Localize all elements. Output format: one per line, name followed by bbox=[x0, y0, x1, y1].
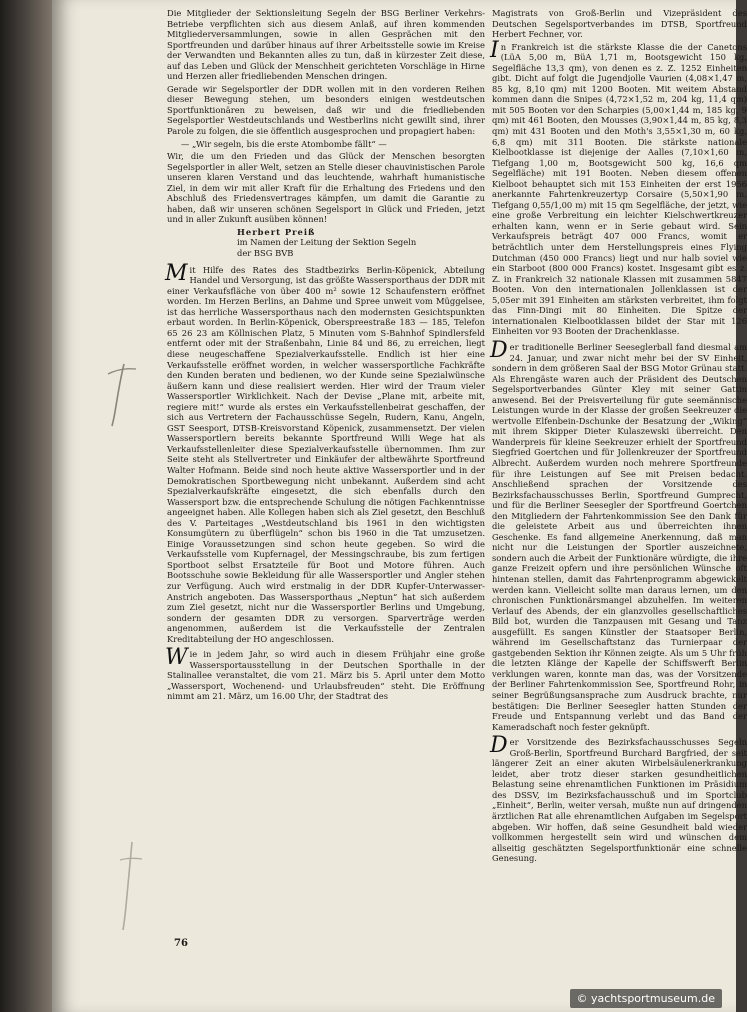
article-vorsitzende-text: er Vorsitzende des Bezirksfachausschusses Segeln Groß-Berlin, Sportfreund Burchard Bargfried, der seit längerer Zeit an einer akuten Wirbelsäulenerkrankung leidet, aber trotz dieser starken gesundheitlichen Belastung seine ehrenamtlichen Funktionen im Präsidium des DSSV, im Bezirksfachausschuß und im Sportclub „Einheit“, Berlin, weiter versah, mußte nun auf dringenden ärztlichen Rat alle ehrenamtlichen Aufgaben im Segelsport abgeben. Wir hoffen, daß seine Gesundheit bald wieder vollkommen hergestellt sein wird und wünschen dem allseitig geschätzten Segelsportfunktionär eine schnelle Genesung. bbox=[492, 737, 747, 864]
intro-paragraph-4: Wir, die um den Frieden und das Glück der Menschen besorgten Segelsportler in aller Welt, setzen an Stelle dieser chauvinistischen Parole unseren klaren Verstand und das leuchtende, wahrhaft humanistische Ziel, in dem wir mit aller Kraft für die Erhaltung des Friedens und den Abschluß des Friedensvertrages kämpfen, um damit die Garantie zu haben, daß wir unseren schönen Segelsport in Glück und Frieden, jetzt und in aller Zukunft ausüben können! bbox=[167, 151, 485, 225]
dropcap-m: M bbox=[165, 260, 188, 286]
article-ausstellung-text: ie in jedem Jahr, so wird auch in diesem Frühjahr eine große Wassersportausstellung in der Deutschen Sporthalle in der Stalinallee veranstaltet, die vom 21. März bis 5. April unter dem Motto „Wassersport, Wochenend- und Urlaubsfreuden“ steht. Die Eröffnung nimmt am 21. März, um 16.00 Uhr, der Stadtrat des bbox=[167, 649, 485, 702]
dropcap-i: I bbox=[490, 37, 499, 63]
article-seeseglerball-text: er traditionelle Berliner Seeseglerball fand diesmal am 24. Januar, und zwar nicht mehr bei der SV Einheit, sondern in dem größeren Saal der BSG Motor Grünau statt. Als Ehrengäste waren auch der Präsident des Deutschen Segelsportverbandes Günter Kley mit seiner Gattin anwesend. Bei der Preisverteilung für gute seemännische Leistungen wurde in der Klasse der großen Seekreuzer die wertvolle Elfenbein-Dschunke der Besatzung der „Wiking“ mit ihrem Skipper Dieter Kulaszewski überreicht. Den Wanderpreis für kleine Seekreuzer erhielt der Sportfreund Siegfried Goertchen und für Jollenkreuzer der Sportfreund Albrecht. Außerdem wurden noch mehrere Sportfreunde für ihre Leistungen auf See mit Preisen bedacht. Anschließend sprachen der Vorsitzende des Bezirksfachausschusses Berlin, Sportfreund Gumprecht, und für die Berliner Seesegler der Sportfreund Goertchen den Mitgliedern der Fahrtenkommission See den Dank für die geleistete Arbeit aus und überreichten ihnen Geschenke. Es fand allgemeine Anerkennung, daß man nicht nur die Leistungen der Sportler auszeichnete, sondern auch die Arbeit der Funktionäre würdigte, die ihre ganze Freizeit opfern und ihre persönlichen Wünsche oft hintenan stellen, damit das Fahrtenprogramm abgewickelt werden kann. Vielleicht sollte man daraus lernen, um den chronischen Funktionärsmangel abzuhelfen. Im weiteren Verlauf des Abends, der ein glanzvolles gesellschaftliches Bild bot, wurden die Tanzpausen mit Gesang und Tanz ausgefüllt. Es sangen Künstler der Staatsoper Berlin, während im Gesellschaftstanz das Turnierpaar der gastgebenden Sektion ihr Können zeigte. Als um 5 Uhr früh die letzten Klänge der Kapelle der Schiffswerft Berlin verklungen waren, konnte man das, was der Vorsitzende der Berliner Fahrtenkommission See, Sportfreund Rohr, in seiner Begrüßungsansprache zum Ausdruck brachte, nur bestätigen: Die Berliner Seesegler hatten Stunden der Freude und Entspannung verlebt und das Band der Kameradschaft noch fester geknüpft. bbox=[492, 341, 747, 732]
article-wassersporthaus bbox=[165, 260, 485, 645]
magistrat-continuation: Magistrats von Groß-Berlin und Vizepräsident des Deutschen Segelsportverbandes im DTSB, Sportfreund Herbert Fechner, vor. bbox=[492, 8, 747, 40]
intro-paragraph-1: Die Mitglieder der Sektionsleitung Segeln der BSG Berliner Verkehrs-Betriebe verpflichten sich aus diesem Anlaß, auf ihren kommenden Mitgliederversammlungen, sowie in allen Gesprächen mit den Sportfreunden und darüber hinaus auf ihrer Arbeitsstelle sowie im Kreise der Verwandten und Bekannten alles zu tun, daß in kürzester Zeit diese, auf das Leben und Glück der Menschheit gerichteten Vorschläge in Hirne und Herzen aller friedliebenden Menschen dringen. bbox=[167, 8, 485, 82]
article-seeseglerball bbox=[490, 337, 747, 732]
article-frankreich-text: n Frankreich ist die stärkste Klasse die der Canetons (LüA 5,00 m, BüA 1,71 m, Bootsgewicht 150 kg, Segelfläche 13,3 qm), von denen es z. Z. 1252 Einheiten gibt. Dicht auf folgt die Jugendjolle Vaurien (4,08×1,47 m, 85 kg, 8,10 qm) mit 1200 Booten. Mit weitem Abstand kommen dann die Snipes (4,72×1,52 m, 204 kg, 11,4 qm) mit 505 Booten vor den Scharpies (5,00×1,44 m, 185 kg, 9 qm) mit 461 Booten, den Mousses (3,90×1,44 m, 85 kg, 8,3 qm) mit 431 Booten und den Moth's 3,55×1,30 m, 60 kg, 6,8 qm) mit 311 Booten. Die stärkste nationale Kielbootklasse ist diejenige der Aalles (7,10×1,60 m, Tiefgang 1,00 m, Bootsgewicht 500 kg, 16,6 qm Segelfläche) mit 191 Booten. Neben diesem offenen Kielboot behauptet sich mit 153 Einheiten der erst 1956 anerkannte Fahrtenkreuzertyp Corsaire (5,50×1,90 m, Tiefgang 0,55/1,00 m) mit 15 qm Segelfläche, der jetzt, wie eine große Verbreitung ein leichter Kielschwertkreuzer erhalten kann, wenn er in Serie gebaut wird. Sein Verkaufspreis beträgt 407 000 Francs, womit er beträchtlich unter dem Herstellungspreis eines Flying Dutchman (450 000 Francs) liegt und nur halb soviel wie ein Starboot (800 000 Francs) kostet. Insgesamt gibt es z. Z. in Frankreich 32 nationale Klassen mit zusammen 5847 Booten. Von den internationalen Jollenklassen ist der 5,05er mit 391 Einheiten am stärksten verbreitet, ihm folgt das Finn-Dingi mit 80 Einheiten. Die Spitze der internationalen Kielbootklassen bildet der Star mit 126 Einheiten vor 93 Booten der Drachenklasse. bbox=[492, 41, 747, 337]
article-ausstellung bbox=[165, 645, 485, 702]
dropcap-w: W bbox=[165, 645, 188, 671]
magazine-page bbox=[52, 0, 747, 1012]
signature-block bbox=[237, 227, 485, 259]
dropcap-d-1: D bbox=[490, 337, 508, 363]
signature-line-2: im Namen der Leitung der Sektion Segeln bbox=[237, 237, 417, 248]
signature-name: Herbert Preiß bbox=[237, 226, 316, 237]
slogan-quote: — „Wir segeln, bis die erste Atombombe fällt“ — bbox=[181, 138, 387, 149]
page-number: 76 bbox=[174, 938, 188, 949]
left-column bbox=[167, 8, 485, 928]
right-column bbox=[492, 8, 747, 963]
dropcap-d-2: D bbox=[490, 733, 508, 759]
signature-line-3: der BSG BVB bbox=[237, 248, 294, 259]
book-spine bbox=[0, 0, 58, 1012]
article-frankreich bbox=[490, 37, 747, 337]
article-wassersporthaus-text: it Hilfe des Rates des Stadtbezirks Berlin-Köpenick, Abteilung Handel und Versorgung, ist das größte Wassersporthaus der DDR mit einer Verkaufsfläche von über 400 m² sowie 12 Schaufenstern eröffnet worden. Im Herzen Berlins, an Dahme und Spree unweit vom Müggelsee, ist das herrliche Wassersporthaus nach den modernsten Gesichtspunkten erbaut worden. In Berlin-Köpenick, Oberspreestraße 183 — 185, Telefon 65 26 23 am Köllnischen Platz, 5 Minuten vom S-Bahnhof Spindlersfeld entfernt oder mit der Straßenbahn, Linie 84 und 86, zu erreichen, liegt diese neugeschaffene Spezialverkaufsstelle. Endlich ist hier eine Verkaufsstelle eröffnet worden, in welcher wassersportliche Fachkräfte den Kunden beraten und bedienen, wo der Kunde seine Spezialwünsche äußern kann und diese realisiert werden. Hier wird der Traum vieler Wassersportler Wirklichkeit. Nach der Devise „Plane mit, arbeite mit, regiere mit!“ wurde als erstes ein Verkaufsstellenbeirat geschaffen, der sich aus Vertretern der Fachausschüsse Segeln, Rudern, Kanu, Angeln, GST Seesport, DTSB-Kreisvorstand Köpenick, zusammensetzt. Der vielen Wassersportlern bereits bekannte Sportfreund Willi Wege hat als Verkaufsstellenleiter diese Spezialverkaufsstelle übernommen. Ihm zur Seite steht als Stellvertreter und Einkäufer der altbewährte Sportfreund Walter Hofmann. Beide sind noch heute aktive Wassersportler und in der Demokratischen Sportbewegung nicht unbekannt. Außerdem sind acht Spezialverkaufskräfte eingesetzt, die sich ebenfalls durch den Wassersport bzw. die entsprechende Schulung die nötigen Fachkenntnisse angeeignet haben. Alle Kollegen haben sich als Ziel gesetzt, den Beschluß des V. Parteitages „Westdeutschland bis 1961 in den wichtigsten Konsumgütern zu überflügeln“ schon bis 1960 in die Tat umzusetzen. Einige Voraussetzungen sind schon heute gegeben. So wird die Verkaufsstelle vom Kupfernagel, der Messingschraube, bis zum fertigen Sportboot selbst Ersatzteile für Boot und Motore führen. Auch Bootsschuhe sowie Bekleidung für alle Wassersportler und Angler stehen zur Verfügung. Auch wird erstmalig in der DDR Kupfer-Unterwasser-Anstrich angeboten. Das Wassersporthaus „Neptun“ hat sich außerdem zum Ziel gesetzt, nicht nur die Wassersportler Berlins und Umgebung, sondern der gesamten DDR zu versorgen. Sparverträge werden angenommen, außerdem ist die Verkaufsstelle der Zentralen Kreditabteilung der HO angeschlossen. bbox=[167, 264, 485, 644]
intro-paragraph-2: Gerade wir Segelsportler der DDR wollen mit in den vorderen Reihen dieser Bewegung stehen, um besonders einigen westdeutschen Sportfunktionären zu beweisen, daß wir und die friedliebenden Segelsportler Westdeutschlands und Westberlins nicht gewillt sind, ihrer Parole zu folgen, die sie öffentlich ausgesprochen und propagiert haben: bbox=[167, 83, 485, 137]
margin-pencil-mark-1 bbox=[102, 360, 142, 430]
margin-pencil-mark-2 bbox=[112, 838, 148, 938]
watermark-label: © yachtsportmuseum.de bbox=[570, 989, 722, 1008]
article-vorsitzende bbox=[490, 733, 747, 864]
